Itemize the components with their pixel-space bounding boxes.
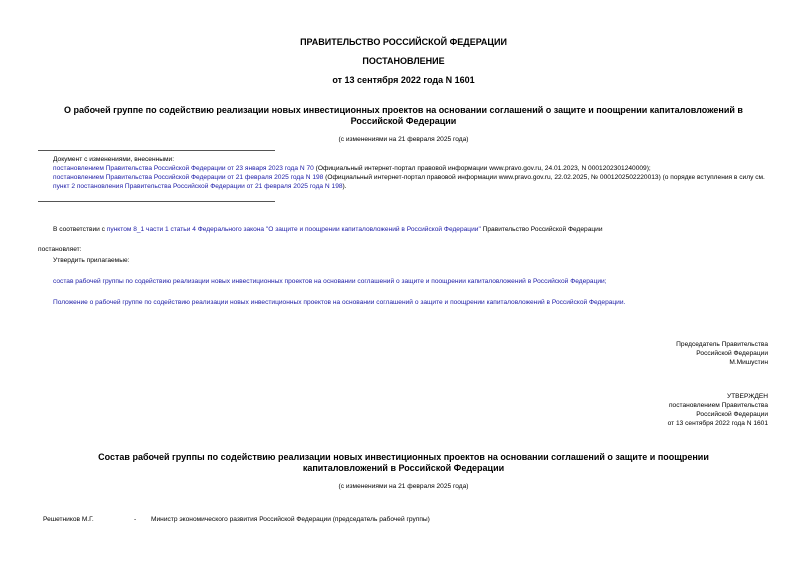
approved-item-composition-link[interactable]: состав рабочей группы по содействию реализации новых инвестиционных проектов на основании соглашений о защите и поощрении капиталовложений в Российской Федерации; (53, 278, 607, 285)
changes-box-top-rule (38, 150, 275, 151)
changes-box (53, 155, 768, 191)
approved-by: постановлением Правительства (668, 402, 768, 409)
changes-intro: Документ с изменениями, внесенными: (53, 156, 175, 163)
amendment-link-1[interactable]: постановлением Правительства Российской Федерации от 23 января 2023 года N 70 (53, 165, 314, 172)
amendment-link-2[interactable]: постановлением Правительства Российской Федерации от 21 февраля 2025 года N 198 (53, 174, 324, 181)
amendment-end: ). (342, 183, 347, 190)
changes-item-1 (53, 164, 768, 173)
amendment-link-3[interactable]: пункт 2 постановления Правительства Российской Федерации от 21 февраля 2025 года N 198 (53, 183, 343, 190)
approve-text: Утвердить прилагаемые: (53, 257, 130, 264)
approved-date: от 13 сентября 2022 года N 1601 (667, 420, 768, 427)
document-title: О рабочей группе по содействию реализации новых инвестиционных проектов на основании соглашений о защите и поощрении капиталовложений в Российской Федерации (64, 105, 743, 126)
approved-block (500, 392, 768, 428)
signature-name: М.Мишустин (729, 359, 768, 366)
basis-paragraph (53, 225, 768, 234)
signature-position: Председатель Правительства (676, 341, 768, 348)
resolves-text: постановляет: (38, 246, 82, 253)
member-role: Министр экономического развития Российской Федерации (председатель рабочей группы) (151, 516, 430, 523)
amendment-note: (с изменениями на 21 февраля 2025 года) (338, 136, 469, 143)
composition-amendment-note: (с изменениями на 21 февраля 2025 года) (338, 483, 469, 490)
basis-law-link[interactable]: пунктом 8_1 части 1 статьи 4 Федерального закона "О защите и поощрении капиталовложений в Российской Федерации" (106, 226, 481, 233)
member-dash: - (134, 516, 137, 523)
amendment-source-2: (Официальный интернет-портал правовой информации www.pravo.gov.ru, 22.02.2025, № 0001202502220013) (о порядке вступления в силу см. (323, 174, 765, 181)
government-name: ПРАВИТЕЛЬСТВО РОССИЙСКОЙ ФЕДЕРАЦИИ (300, 37, 507, 47)
basis-prefix: В соответствии с (53, 226, 107, 233)
composition-title: Состав рабочей группы по содействию реализации новых инвестиционных проектов на основании соглашений о защите и поощрении капиталовложений в Российской Федерации (98, 452, 709, 473)
amendment-source-1: (Официальный интернет-портал правовой информации www.pravo.gov.ru, 24.01.2023, N 0001202301240009); (313, 165, 651, 172)
document-type: ПОСТАНОВЛЕНИЕ (362, 56, 445, 66)
approved-item-regulation-link[interactable]: Положение о рабочей группе по содействию реализации новых инвестиционных проектов на основании соглашений о защите и поощрении капиталовложений в Российской Федерации. (53, 299, 626, 306)
changes-box-bottom-rule (38, 201, 275, 202)
approved-label: УТВЕРЖДЕН (726, 393, 768, 400)
signature-country: Российской Федерации (696, 350, 768, 357)
changes-item-2 (53, 173, 768, 191)
member-name: Решетников М.Г. (43, 516, 94, 523)
signature-block (500, 340, 768, 367)
basis-suffix: Правительство Российской Федерации (480, 226, 603, 233)
document-date-number: от 13 сентября 2022 года N 1601 (332, 75, 475, 85)
approved-country: Российской Федерации (696, 411, 768, 418)
